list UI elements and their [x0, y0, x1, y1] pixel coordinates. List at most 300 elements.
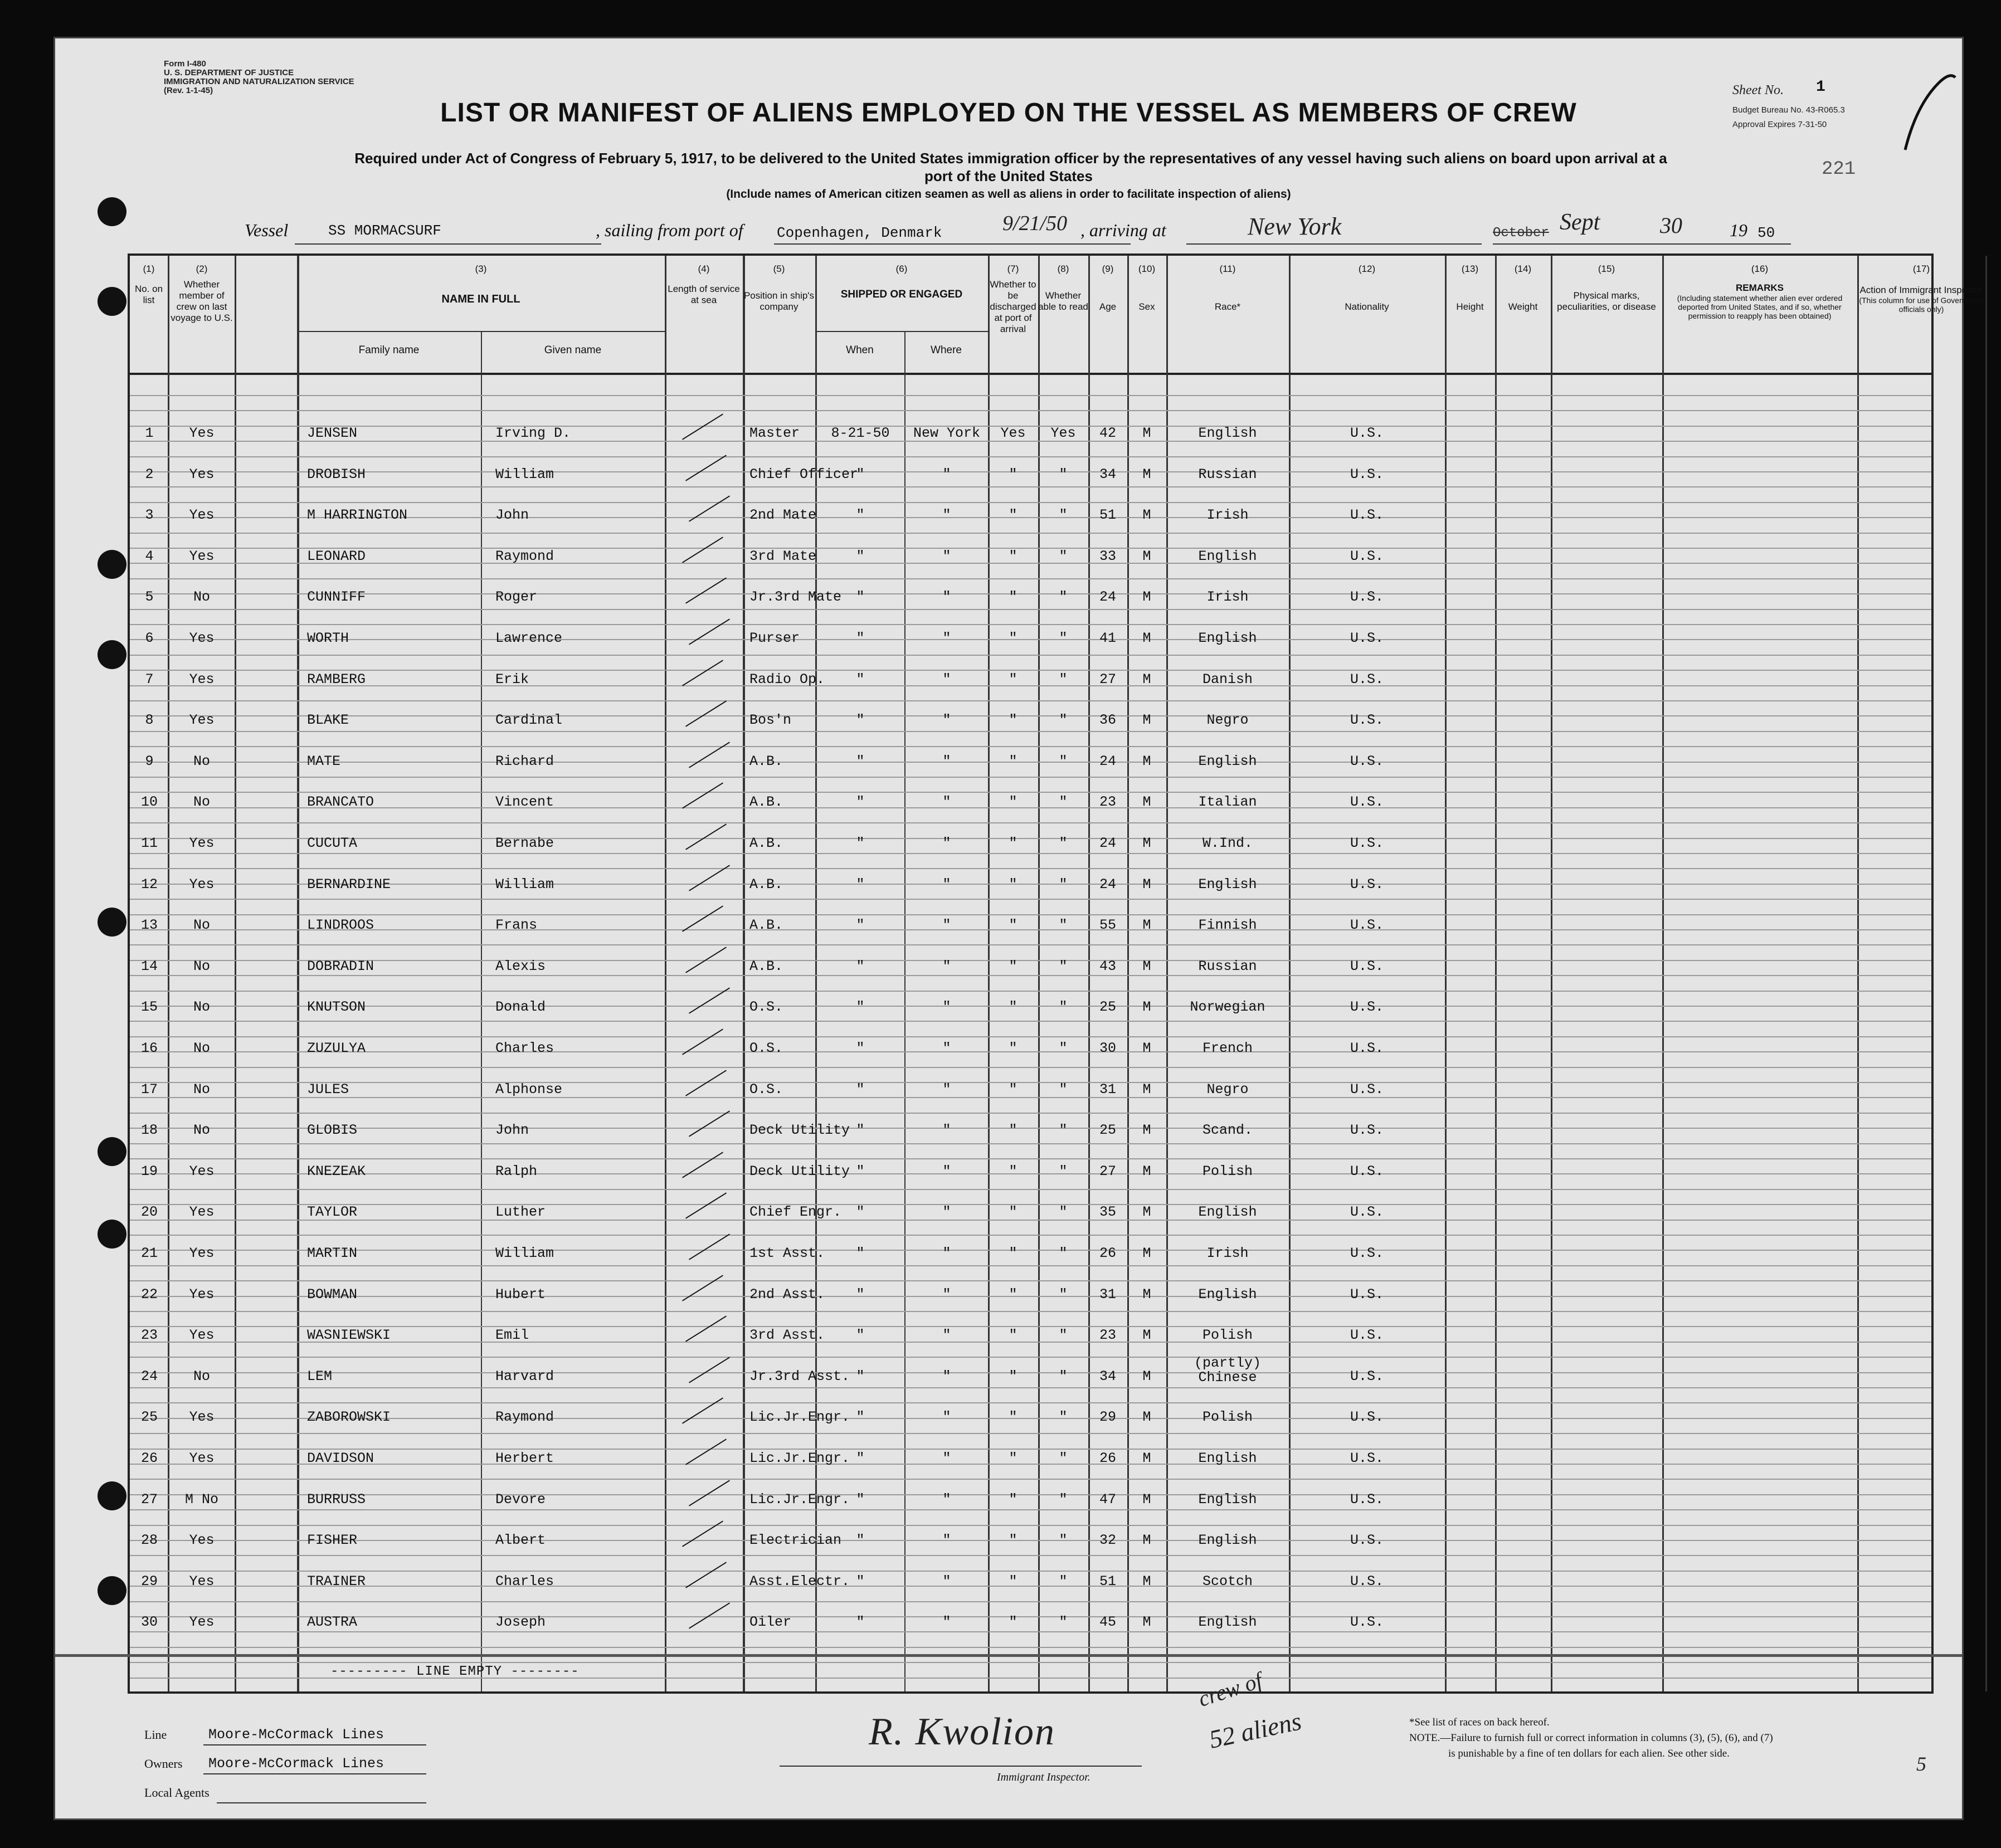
- row-number-cell: 29: [140, 1573, 158, 1589]
- family-name-cell: DOBRADIN: [307, 958, 374, 974]
- table-row: [130, 1396, 1931, 1429]
- row-number-cell: 19: [140, 1163, 158, 1179]
- table-row: [130, 1150, 1931, 1183]
- note-text-1: —Failure to furnish full or correct information in columns (3), (5), (6), and (7): [1440, 1732, 1773, 1744]
- given-name-cell: Devore: [495, 1491, 546, 1508]
- shipped-when-cell: ": [856, 794, 865, 811]
- given-name-cell: Alphonse: [495, 1081, 563, 1098]
- previous-voyage-cell: Yes: [189, 1450, 215, 1466]
- age-cell: 36: [1099, 712, 1116, 729]
- position-cell: Oiler: [749, 1614, 792, 1631]
- able-to-read-cell: ": [1059, 1040, 1068, 1056]
- shipped-where-cell: ": [942, 1245, 951, 1261]
- shipped-where-cell: ": [942, 794, 951, 811]
- row-number-cell: 3: [145, 507, 154, 524]
- shipped-where-cell: ": [942, 917, 951, 934]
- position-cell: Deck Utility: [749, 1163, 850, 1179]
- form-identifier: [164, 60, 387, 95]
- punch-hole: [98, 1481, 126, 1510]
- able-to-read-cell: ": [1059, 835, 1068, 851]
- family-name-cell: BLAKE: [307, 712, 349, 729]
- family-name-cell: M HARRINGTON: [307, 507, 408, 524]
- able-to-read-cell: ": [1059, 876, 1068, 893]
- position-cell: A.B.: [749, 835, 783, 851]
- shipped-when-cell: ": [856, 1040, 865, 1056]
- previous-voyage-cell: Yes: [189, 835, 215, 851]
- shipped-where-cell: New York: [913, 425, 981, 441]
- position-cell: A.B.: [749, 917, 783, 934]
- position-cell: Deck Utility: [749, 1122, 850, 1139]
- position-cell: 1st Asst.: [749, 1245, 825, 1261]
- family-name-cell: BOWMAN: [307, 1286, 358, 1303]
- position-cell: Lic.Jr.Engr.: [749, 1491, 850, 1508]
- to-be-discharged-cell: ": [1009, 1532, 1017, 1549]
- given-name-cell: John: [495, 507, 529, 524]
- race-cell: English: [1198, 548, 1257, 564]
- previous-voyage-cell: Yes: [189, 548, 215, 564]
- given-name-cell: Raymond: [495, 548, 554, 564]
- nationality-cell: U.S.: [1350, 1368, 1384, 1384]
- service-check-mark: [689, 1233, 730, 1260]
- stamp-number: 221: [1822, 159, 1856, 180]
- given-name-header: Given name: [544, 344, 602, 356]
- given-name-cell: Cardinal: [495, 712, 563, 729]
- shipped-where-cell: ": [942, 466, 951, 482]
- to-be-discharged-cell: ": [1009, 507, 1017, 524]
- previous-voyage-cell: Yes: [189, 630, 215, 646]
- sex-cell: M: [1142, 589, 1151, 606]
- position-cell: O.S.: [749, 999, 783, 1016]
- previous-voyage-cell: No: [193, 794, 210, 811]
- position-cell: Bos'n: [749, 712, 792, 729]
- to-be-discharged-cell: ": [1009, 1040, 1017, 1056]
- previous-voyage-cell: Yes: [189, 1286, 215, 1303]
- shipped-when-cell: ": [856, 999, 865, 1016]
- nationality-cell: U.S.: [1350, 794, 1384, 811]
- given-name-cell: Lawrence: [495, 630, 563, 646]
- arrival-month: Sept: [1560, 209, 1600, 235]
- age-cell: 30: [1099, 1040, 1116, 1056]
- shipped-when-cell: ": [856, 835, 865, 851]
- given-name-cell: Raymond: [495, 1409, 554, 1426]
- shipped-when-cell: ": [856, 876, 865, 893]
- sex-cell: M: [1142, 1286, 1151, 1303]
- to-be-discharged-cell: ": [1009, 1286, 1017, 1303]
- col2-header: (2) Whether member of crew on last voyage to U.S.: [171, 264, 233, 323]
- row-number-cell: 16: [140, 1040, 158, 1056]
- ruled-line: [130, 1189, 1931, 1190]
- table-row: [130, 1191, 1931, 1224]
- sex-cell: M: [1142, 999, 1151, 1016]
- col1-header: (1) No. on list: [134, 264, 163, 305]
- sex-cell: M: [1142, 753, 1151, 769]
- sex-cell: M: [1142, 507, 1151, 524]
- sex-cell: M: [1142, 630, 1151, 646]
- row-number-cell: 18: [140, 1122, 158, 1139]
- family-name-cell: RAMBERG: [307, 671, 366, 687]
- shipped-when-cell: ": [856, 1491, 865, 1508]
- shipped-where-cell: ": [942, 1614, 951, 1631]
- nationality-cell: U.S.: [1350, 999, 1384, 1016]
- previous-voyage-cell: No: [193, 1081, 210, 1098]
- family-name-cell: JULES: [307, 1081, 349, 1098]
- col12-header: (12) Nationality: [1345, 264, 1389, 312]
- table-row: [130, 494, 1931, 527]
- shipped-when-cell: ": [856, 753, 865, 769]
- manifest-sheet: [53, 37, 1984, 1820]
- age-cell: 24: [1099, 876, 1116, 893]
- able-to-read-cell: ": [1059, 1491, 1068, 1508]
- position-cell: Chief Engr.: [749, 1204, 842, 1221]
- family-name-cell: KNEZEAK: [307, 1163, 366, 1179]
- local-agents-label: Local Agents: [144, 1786, 210, 1800]
- previous-voyage-cell: Yes: [189, 671, 215, 687]
- nationality-cell: U.S.: [1350, 1409, 1384, 1426]
- budget-bureau-number: Budget Bureau No. 43-R065.3: [1732, 105, 1845, 115]
- shipped-where-cell: ": [942, 1327, 951, 1344]
- given-name-cell: Luther: [495, 1204, 546, 1221]
- position-cell: O.S.: [749, 1040, 783, 1056]
- nationality-cell: U.S.: [1350, 1204, 1384, 1221]
- sex-cell: M: [1142, 1081, 1151, 1098]
- able-to-read-cell: ": [1059, 1327, 1068, 1344]
- family-name-cell: ZUZULYA: [307, 1040, 366, 1056]
- row-number-cell: 23: [140, 1327, 158, 1344]
- given-name-cell: Charles: [495, 1573, 554, 1589]
- ruled-line: [130, 395, 1931, 396]
- table-row: [130, 822, 1931, 855]
- col7-header: (7) Whether to be discharged at port of arrival: [990, 264, 1036, 334]
- service-check-mark: [685, 578, 727, 604]
- able-to-read-cell: ": [1059, 1409, 1068, 1426]
- race-cell: English: [1198, 876, 1257, 893]
- able-to-read-cell: ": [1059, 999, 1068, 1016]
- table-row: [130, 535, 1931, 568]
- age-cell: 25: [1099, 999, 1116, 1016]
- shipped-where-cell: ": [942, 1163, 951, 1179]
- act-of-congress-text: Required under Act of Congress of February 5, 1917, to be delivered to the United States immigration officer by the representatives of any vessel having such aliens on board upon arrival at a: [354, 150, 1667, 167]
- note-label: NOTE.: [1409, 1732, 1440, 1744]
- table-row: [130, 904, 1931, 937]
- service-check-mark: [689, 1603, 730, 1629]
- sex-cell: M: [1142, 1368, 1151, 1384]
- age-cell: 24: [1099, 835, 1116, 851]
- previous-voyage-cell: Yes: [189, 1573, 215, 1589]
- age-cell: 25: [1099, 1122, 1116, 1139]
- header-bottom-rule: [130, 373, 1931, 375]
- previous-voyage-cell: Yes: [189, 1163, 215, 1179]
- service-check-mark: [682, 1275, 723, 1301]
- service-check-mark: [682, 537, 723, 563]
- shipped-when-cell: ": [856, 712, 865, 729]
- service-check-mark: [685, 1562, 727, 1588]
- age-cell: 24: [1099, 589, 1116, 606]
- shipped-when-cell: ": [856, 1327, 865, 1344]
- sex-cell: M: [1142, 1532, 1151, 1549]
- sheet-number-label: Sheet No.: [1732, 83, 1784, 97]
- shipped-when-cell: ": [856, 1450, 865, 1466]
- able-to-read-cell: ": [1059, 1286, 1068, 1303]
- given-name-cell: William: [495, 466, 554, 482]
- race-cell: Norwegian: [1190, 999, 1265, 1016]
- age-cell: 26: [1099, 1245, 1116, 1261]
- race-cell: French: [1202, 1040, 1253, 1056]
- nationality-cell: U.S.: [1350, 507, 1384, 524]
- to-be-discharged-cell: ": [1009, 1491, 1017, 1508]
- ruled-line: [130, 1555, 1931, 1556]
- nationality-cell: U.S.: [1350, 876, 1384, 893]
- shipped-when-cell: 8-21-50: [831, 425, 890, 441]
- shipped-where-cell: ": [942, 958, 951, 974]
- shipped-when-cell: ": [856, 1081, 865, 1098]
- race-cell: Scand.: [1202, 1122, 1253, 1139]
- family-name-cell: ZABOROWSKI: [307, 1409, 391, 1426]
- race-cell: Irish: [1206, 507, 1249, 524]
- when-header: When: [846, 344, 874, 356]
- to-be-discharged-cell: ": [1009, 1327, 1017, 1344]
- given-name-cell: Roger: [495, 589, 538, 606]
- to-be-discharged-cell: ": [1009, 917, 1017, 934]
- race-cell: English: [1198, 1614, 1257, 1631]
- sex-cell: M: [1142, 917, 1151, 934]
- to-be-discharged-cell: ": [1009, 1573, 1017, 1589]
- race-cell: English: [1198, 753, 1257, 769]
- shipped-when-cell: ": [856, 1122, 865, 1139]
- shipped-when-cell: ": [856, 1573, 865, 1589]
- nationality-cell: U.S.: [1350, 1614, 1384, 1631]
- nationality-cell: U.S.: [1350, 917, 1384, 934]
- family-name-cell: CUCUTA: [307, 835, 358, 851]
- sex-cell: M: [1142, 876, 1151, 893]
- position-cell: Lic.Jr.Engr.: [749, 1409, 850, 1426]
- previous-voyage-cell: M No: [184, 1491, 218, 1508]
- arrival-port: New York: [1248, 213, 1342, 240]
- table-row: [130, 453, 1931, 486]
- where-header: Where: [931, 344, 962, 356]
- position-cell: 3rd Mate: [749, 548, 817, 564]
- age-cell: 34: [1099, 466, 1116, 482]
- row-number-cell: 5: [145, 589, 154, 606]
- able-to-read-cell: ": [1059, 712, 1068, 729]
- nationality-cell: U.S.: [1350, 630, 1384, 646]
- family-name-cell: LINDROOS: [307, 917, 374, 934]
- service-check-mark: [689, 618, 730, 645]
- shipped-where-cell: ": [942, 1450, 951, 1466]
- able-to-read-cell: ": [1059, 1614, 1068, 1631]
- age-cell: 51: [1099, 1573, 1116, 1589]
- position-cell: A.B.: [749, 876, 783, 893]
- given-name-cell: Herbert: [495, 1450, 554, 1466]
- previous-voyage-cell: Yes: [189, 1532, 215, 1549]
- service-check-mark: [685, 1193, 727, 1219]
- family-name-cell: CUNNIFF: [307, 589, 366, 606]
- family-name-cell: GLOBIS: [307, 1122, 358, 1139]
- row-number-cell: 8: [145, 712, 154, 729]
- shipped-where-cell: ": [942, 507, 951, 524]
- to-be-discharged-cell: ": [1009, 1614, 1017, 1631]
- previous-voyage-cell: Yes: [189, 1245, 215, 1261]
- shipped-where-cell: ": [942, 589, 951, 606]
- able-to-read-cell: Yes: [1050, 425, 1076, 441]
- row-number-cell: 20: [140, 1204, 158, 1221]
- shipped-where-cell: ": [942, 1204, 951, 1221]
- ruled-line: [130, 1662, 1931, 1663]
- age-cell: 55: [1099, 917, 1116, 934]
- age-cell: 32: [1099, 1532, 1116, 1549]
- age-cell: 45: [1099, 1614, 1116, 1631]
- family-name-cell: MATE: [307, 753, 341, 769]
- punch-hole: [98, 640, 126, 669]
- table-row: [130, 1232, 1931, 1265]
- table-row: [130, 740, 1931, 773]
- table-row: [130, 1478, 1931, 1511]
- row-number-cell: 15: [140, 999, 158, 1016]
- nationality-cell: U.S.: [1350, 671, 1384, 687]
- row-number-cell: 26: [140, 1450, 158, 1466]
- row-number-cell: 21: [140, 1245, 158, 1261]
- ruled-line: [130, 777, 1931, 778]
- ruled-line: [130, 1143, 1931, 1144]
- given-name-cell: Alexis: [495, 958, 546, 974]
- col5-header: (5) Position in ship's company: [743, 264, 815, 312]
- row-number-cell: 12: [140, 876, 158, 893]
- sex-cell: M: [1142, 548, 1151, 564]
- col16-header: (16) REMARKS (Including statement whether alien ever ordered deported from United States, and if so, whether permission to reapply has been obtained): [1677, 264, 1843, 320]
- position-cell: Chief Officer: [749, 466, 859, 482]
- race-cell: Russian: [1198, 466, 1257, 482]
- race-cell: English: [1198, 1491, 1257, 1508]
- able-to-read-cell: ": [1059, 1163, 1068, 1179]
- shipped-where-cell: ": [942, 1491, 951, 1508]
- able-to-read-cell: ": [1059, 1532, 1068, 1549]
- service-check-mark: [682, 783, 723, 809]
- table-row: [130, 617, 1931, 650]
- family-name-cell: AUSTRA: [307, 1614, 358, 1631]
- shipped-where-cell: ": [942, 1532, 951, 1549]
- nationality-cell: U.S.: [1350, 1573, 1384, 1589]
- family-name-cell: DROBISH: [307, 466, 366, 482]
- sex-cell: M: [1142, 1163, 1151, 1179]
- family-name-cell: WORTH: [307, 630, 349, 646]
- to-be-discharged-cell: ": [1009, 466, 1017, 482]
- family-name-header: Family name: [358, 344, 420, 356]
- given-name-cell: Vincent: [495, 794, 554, 811]
- table-row: [130, 945, 1931, 978]
- to-be-discharged-cell: ": [1009, 753, 1017, 769]
- row-number-cell: 7: [145, 671, 154, 687]
- race-cell: Negro: [1206, 1081, 1249, 1098]
- col4-header: (4) Length of service at sea: [668, 264, 740, 305]
- ruled-line: [130, 486, 1931, 487]
- to-be-discharged-cell: ": [1009, 1450, 1017, 1466]
- previous-voyage-cell: No: [193, 1122, 210, 1139]
- position-cell: A.B.: [749, 958, 783, 974]
- shipped-when-cell: ": [856, 1204, 865, 1221]
- shipped-when-cell: ": [856, 1368, 865, 1384]
- race-cell: Scotch: [1202, 1573, 1253, 1589]
- to-be-discharged-cell: ": [1009, 1122, 1017, 1139]
- sex-cell: M: [1142, 1245, 1151, 1261]
- department-name: U. S. DEPARTMENT OF JUSTICE: [164, 68, 294, 77]
- table-row: [130, 1601, 1931, 1634]
- nationality-cell: U.S.: [1350, 1532, 1384, 1549]
- owners-value: Moore-McCormack Lines: [208, 1756, 384, 1772]
- able-to-read-cell: ": [1059, 1368, 1068, 1384]
- ruled-line: [130, 899, 1931, 900]
- race-cell: Irish: [1206, 1245, 1249, 1261]
- to-be-discharged-cell: ": [1009, 1081, 1017, 1098]
- race-cell: Finnish: [1198, 917, 1257, 934]
- service-check-mark: [685, 701, 727, 727]
- given-name-cell: Hubert: [495, 1286, 546, 1303]
- given-name-cell: William: [495, 876, 554, 893]
- previous-voyage-cell: Yes: [189, 1409, 215, 1426]
- shipped-when-cell: ": [856, 671, 865, 687]
- ruled-line: [130, 655, 1931, 656]
- form-revision: (Rev. 1-1-45): [164, 86, 213, 95]
- arrival-day: 30: [1660, 213, 1682, 238]
- able-to-read-cell: ": [1059, 671, 1068, 687]
- races-note: *See list of races on back hereof.: [1409, 1717, 1550, 1728]
- nationality-cell: U.S.: [1350, 1081, 1384, 1098]
- given-name-cell: Charles: [495, 1040, 554, 1056]
- given-name-cell: Ralph: [495, 1163, 538, 1179]
- age-cell: 31: [1099, 1081, 1116, 1098]
- sex-cell: M: [1142, 1450, 1151, 1466]
- previous-voyage-cell: Yes: [189, 712, 215, 729]
- struck-month: October: [1493, 226, 1549, 241]
- nationality-cell: U.S.: [1350, 712, 1384, 729]
- row-number-cell: 9: [145, 753, 154, 769]
- nationality-cell: U.S.: [1350, 1327, 1384, 1344]
- arriving-at-label: , arriving at: [1080, 220, 1166, 240]
- position-cell: Purser: [749, 630, 800, 646]
- given-name-cell: Donald: [495, 999, 546, 1016]
- to-be-discharged-cell: ": [1009, 1204, 1017, 1221]
- row-number-cell: 13: [140, 917, 158, 934]
- sex-cell: M: [1142, 1327, 1151, 1344]
- row-number-cell: 6: [145, 630, 154, 646]
- family-name-cell: BURRUSS: [307, 1491, 366, 1508]
- shipped-where-cell: ": [942, 548, 951, 564]
- owners-label: Owners: [144, 1757, 183, 1771]
- line-value: Moore-McCormack Lines: [208, 1727, 384, 1743]
- family-name-cell: KNUTSON: [307, 999, 366, 1016]
- table-row: [130, 699, 1931, 732]
- given-name-cell: Frans: [495, 917, 538, 934]
- sailing-date: 9/21/50: [1002, 212, 1068, 235]
- position-cell: A.B.: [749, 794, 783, 811]
- nationality-cell: U.S.: [1350, 1245, 1384, 1261]
- row-number-cell: 25: [140, 1409, 158, 1426]
- shipped-where-cell: ": [942, 753, 951, 769]
- col11-header: (11) Race*: [1214, 264, 1241, 312]
- col3-header: (3) NAME IN FULL: [441, 264, 520, 305]
- form-number: Form I-480: [164, 59, 206, 69]
- able-to-read-cell: ": [1059, 466, 1068, 482]
- shipped-where-cell: ": [942, 1286, 951, 1303]
- age-cell: 42: [1099, 425, 1116, 441]
- shipped-where-cell: ": [942, 1409, 951, 1426]
- sex-cell: M: [1142, 1614, 1151, 1631]
- able-to-read-cell: ": [1059, 794, 1068, 811]
- service-check-mark: [682, 1028, 723, 1055]
- to-be-discharged-cell: ": [1009, 1368, 1017, 1384]
- able-to-read-cell: ": [1059, 589, 1068, 606]
- family-name-cell: LEONARD: [307, 548, 366, 564]
- shipped-when-cell: ": [856, 507, 865, 524]
- table-row: [130, 1068, 1931, 1101]
